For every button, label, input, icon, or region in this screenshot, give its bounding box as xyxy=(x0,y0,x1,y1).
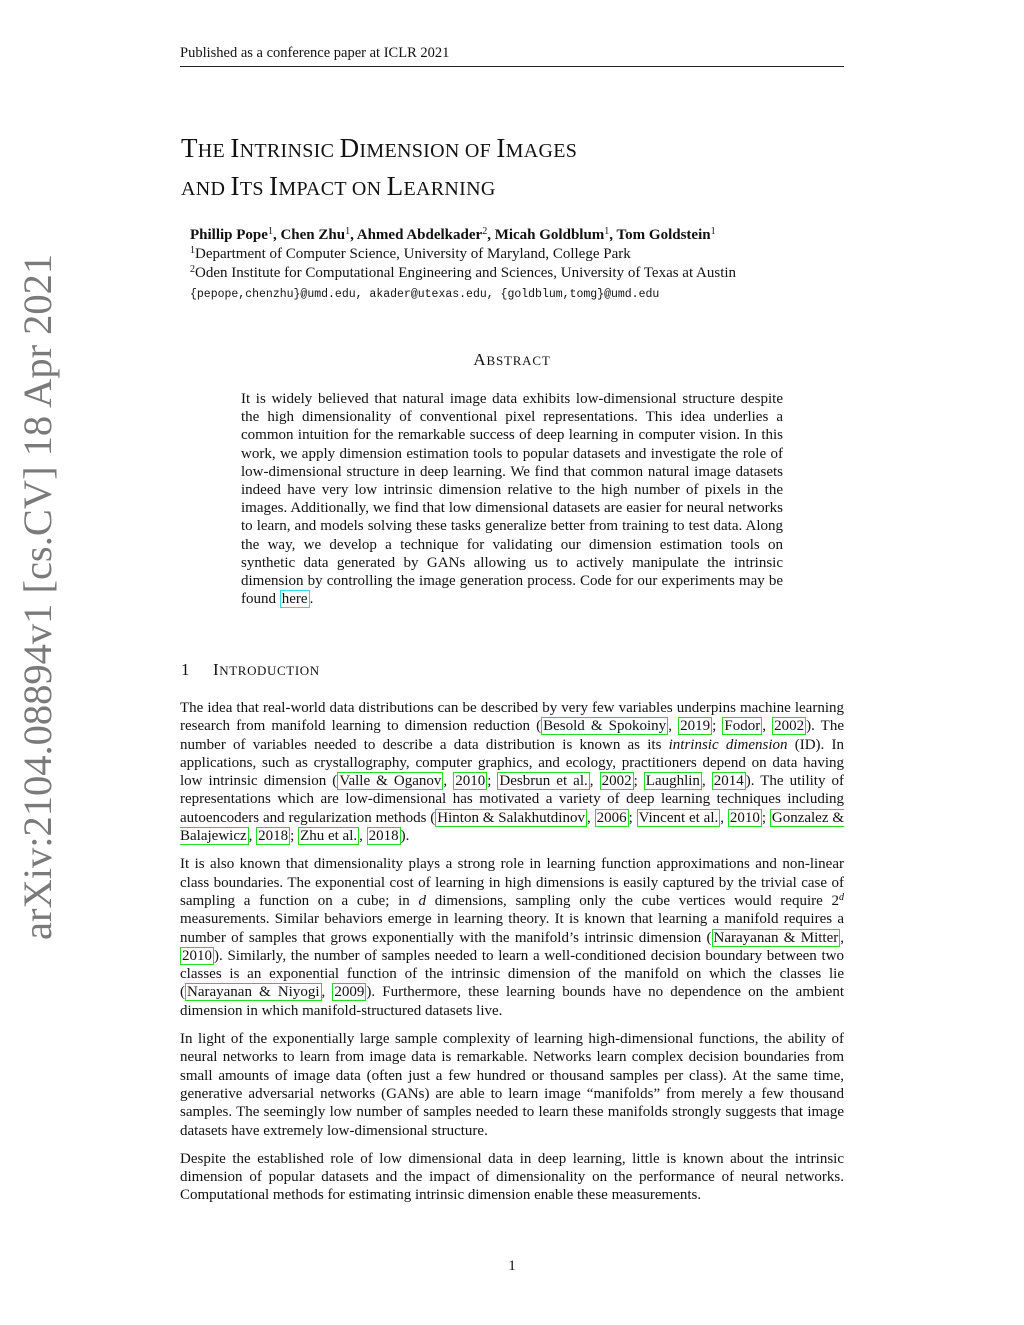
citation-year-link[interactable]: 2009 xyxy=(334,984,365,1001)
citation-year-link[interactable]: 2018 xyxy=(368,828,399,845)
emphasized-term: intrinsic dimension xyxy=(668,736,788,753)
affiliation-2 xyxy=(190,264,840,283)
section-heading-introduction xyxy=(181,660,320,680)
abstract-heading xyxy=(0,350,1024,370)
text-run: The idea that real-world data distributions can be described by very few variables underpins machine learning research from manifold learning to dimension reduction ( xyxy=(180,700,844,735)
introduction-body xyxy=(180,699,844,1215)
text-run: ). Furthermore, these learning bounds have no dependence on the ambient dimension in which manifold-structured datasets live. xyxy=(180,984,844,1019)
author-name: Ahmed Abdelkader xyxy=(356,227,483,243)
title-smallcaps: NTRINSIC xyxy=(239,140,340,162)
title-cap: I xyxy=(230,171,240,201)
paragraph-4: Despite the established role of low dimensional data in deep learning, little is known about the intrinsic dimension of popular datasets and the impact of dimensionality on the performance of neural networks. Computational methods for estimating intrinsic dimension enable these measurements. xyxy=(180,1150,844,1204)
title-smallcaps: HE xyxy=(197,140,231,162)
citation-year-link[interactable]: 2010 xyxy=(182,947,212,964)
citation-link[interactable]: Vincent et al. xyxy=(638,809,719,826)
author-name: Micah Goldblum xyxy=(494,227,605,243)
citation-year-link[interactable]: 2002 xyxy=(601,773,632,790)
title-cap: T xyxy=(181,133,198,163)
author-separator: , xyxy=(350,227,357,243)
text-run: ). The number of variables needed to describe a data distribution is known as its xyxy=(180,718,844,753)
text-run: , xyxy=(720,809,728,826)
title-smallcaps: AND xyxy=(181,178,231,200)
author-name: Chen Zhu xyxy=(280,227,346,243)
affiliation-number: 2 xyxy=(190,264,195,275)
text-run: , xyxy=(668,718,679,735)
text-run: ; xyxy=(628,809,637,826)
citation-link[interactable]: Fodor xyxy=(724,718,761,735)
citation-link[interactable]: Narayanan & Mitter xyxy=(713,929,839,946)
citation-link[interactable]: Laughlin xyxy=(645,773,700,790)
title-cap: I xyxy=(496,133,506,163)
citation-link[interactable]: Valle & Oganov xyxy=(339,773,442,790)
title-smallcaps: EARNING xyxy=(403,178,496,200)
text-run: ). xyxy=(400,828,410,845)
abstract-text: It is widely believed that natural image data exhibits low-dimensional structure despite the high dimensionality of conventional pixel representations. This idea underlies a common intuition for the remarkable success of deep learning in computer vision. In this work, we apply dimension estimation tools to popular datasets and investigate the role of low-dimensional structure in deep learning. We find that common natural image datasets indeed have very low intrinsic dimension relative to the high number of pixels in the images. Additionally, we find that low dimensional datasets are easier for neural networks to learn, and models solving these tasks generalize better from training to test data. Along the way, we develop a technique for validating our dimension estimation tools on synthetic data generated by GANs allowing us to actively manipulate the intrinsic dimension by controlling the image generation process. Code for our experiments may be found xyxy=(241,391,783,608)
heading-cap: I xyxy=(213,660,220,679)
text-run: ; xyxy=(761,809,770,826)
text-run: , xyxy=(248,828,257,845)
citation-link[interactable]: Hinton & Salakhutdinov xyxy=(437,809,585,826)
affiliation-text: Oden Institute for Computational Engineering and Sciences, University of Texas at Austin xyxy=(195,265,737,281)
abstract-end: . xyxy=(309,591,314,608)
paper-title xyxy=(181,131,821,207)
heading-smallcaps: BSTRACT xyxy=(486,353,551,368)
section-number: 1 xyxy=(181,660,191,679)
author-separator: , xyxy=(272,227,281,243)
author-separator: , xyxy=(487,227,495,243)
author-name: Tom Goldstein xyxy=(616,227,711,243)
text-run: , xyxy=(762,718,773,735)
paragraph-1 xyxy=(180,699,844,845)
text-run: ; xyxy=(290,828,299,845)
abstract-body xyxy=(241,390,783,608)
author-separator: , xyxy=(609,227,617,243)
text-run: ). Similarly, the number of samples needed to learn a well-conditioned decision boundary between two classes is an exponential function of the intrinsic dimension of the manifold on which the classes lie ( xyxy=(180,947,844,1001)
title-cap: D xyxy=(339,133,360,163)
title-cap: L xyxy=(386,171,404,201)
text-run: dimensions, sampling only the cube vertices would require xyxy=(426,892,832,909)
paragraph-3: In light of the exponentially large sample complexity of learning high-dimensional functions, the ability of neural networks to learn from image data is remarkable. Networks learn complex decision boundaries from small amounts of image data (often just a few hundred or thousand samples per class). At the same time, generative adversarial networks (GANs) are able to learn image “manifolds” from merely a few thousand samples. The seemingly low number of samples needed to learn these manifolds strongly suggests that image datasets have extremely low-dimensional structure. xyxy=(180,1031,844,1139)
heading-cap: A xyxy=(473,350,487,369)
author-emails[interactable]: {pepope,chenzhu}@umd.edu, akader@utexas.edu, {goldblum,tomg}@umd.edu xyxy=(190,288,660,301)
heading-smallcaps: NTRODUCTION xyxy=(219,663,320,678)
text-run: , xyxy=(586,809,595,826)
text-run: , xyxy=(359,828,367,845)
title-smallcaps: MPACT ON xyxy=(278,178,387,200)
title-cap: I xyxy=(269,171,279,201)
citation-link[interactable]: Desbrun et al. xyxy=(499,773,588,790)
text-run: ; xyxy=(712,718,723,735)
title-smallcaps: MAGES xyxy=(505,140,578,162)
math-base: 2 xyxy=(831,892,839,909)
affiliation-text: Department of Computer Science, University of Maryland, College Park xyxy=(195,246,631,262)
affiliation-marker: 2 xyxy=(482,226,488,237)
text-run: , xyxy=(840,929,844,946)
page-number: 1 xyxy=(508,1258,516,1274)
affiliation-marker: 1 xyxy=(710,226,716,237)
text-run: , xyxy=(443,773,454,790)
citation-year-link[interactable]: 2002 xyxy=(774,718,805,735)
title-smallcaps: IMENSION OF xyxy=(359,140,497,162)
text-run: It is also known that dimensionality plays a strong role in learning function approximations and non-linear class boundaries. The exponential cost of learning in high dimensions is easily captured by the trivial case of sampling a function on a cube; in xyxy=(180,856,844,909)
text-run: (ID). In applications, such as crystallography, computer graphics, and ecology, practitioners depend on data having low intrinsic dimension ( xyxy=(180,736,844,790)
author-name: Phillip Pope xyxy=(190,227,268,243)
author-block xyxy=(190,226,840,304)
affiliation-marker: 1 xyxy=(345,226,351,237)
citation-year-link[interactable]: 2018 xyxy=(258,828,289,845)
citation-year-link[interactable]: 2014 xyxy=(713,773,744,790)
citation-year-link[interactable]: 2019 xyxy=(680,718,711,735)
paragraph-2 xyxy=(180,855,844,1020)
affiliation-marker: 1 xyxy=(267,226,273,237)
affiliation-marker: 1 xyxy=(604,226,610,237)
text-run: , xyxy=(589,773,600,790)
affiliation-number: 1 xyxy=(190,245,195,256)
math-exponent: d xyxy=(839,891,844,903)
title-smallcaps: TS xyxy=(239,178,270,200)
text-run: ; xyxy=(487,773,498,790)
citation-link[interactable]: Zhu et al. xyxy=(300,828,358,845)
code-link[interactable]: here xyxy=(281,591,308,608)
title-cap: I xyxy=(230,133,240,163)
author-list xyxy=(190,226,840,245)
citation-link[interactable]: Narayanan & Niyogi xyxy=(187,984,320,1001)
text-run: ). The utility of representations which are low-dimensional has motivated a variety of deep learning techniques including autoencoders and regularization methods ( xyxy=(180,773,845,826)
citation-link[interactable]: Gonzalez & Balajewicz xyxy=(180,809,845,845)
citation-year-link[interactable]: 2010 xyxy=(455,773,486,790)
affiliation-1 xyxy=(190,245,840,264)
citation-year-link[interactable]: 2010 xyxy=(729,809,760,826)
text-run: , xyxy=(701,773,712,790)
running-header: Published as a conference paper at ICLR 2021 xyxy=(180,44,844,67)
text-run: measurements. Similar behaviors emerge in learning theory. It is known that learning a manifold requires a number of samples that grows exponentially with the manifold’s intrinsic dimension ( xyxy=(180,911,844,946)
arxiv-stamp[interactable]: arXiv:2104.08894v1 [cs.CV] 18 Apr 2021 xyxy=(15,253,60,940)
text-run: , xyxy=(321,984,333,1001)
math-variable: d xyxy=(418,892,426,909)
citation-link[interactable]: Besold & Spokoiny xyxy=(543,718,667,735)
text-run: ; xyxy=(633,773,644,790)
citation-year-link[interactable]: 2006 xyxy=(596,809,627,826)
